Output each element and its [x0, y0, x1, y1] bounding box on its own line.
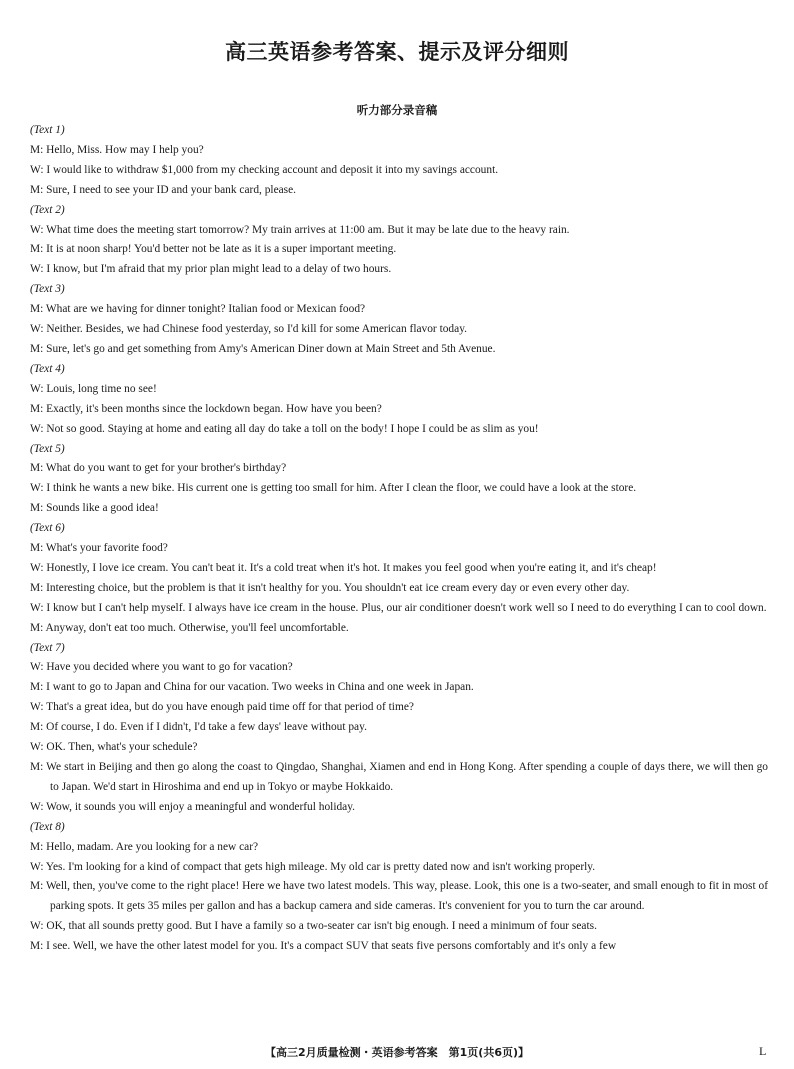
dialogue-line: W: Have you decided where you want to go for vacation?: [30, 661, 293, 674]
text-label: (Text 1): [30, 124, 65, 136]
dialogue-line: M: What do you want to get for your brother's birthday?: [30, 462, 287, 475]
text-label: (Text 6): [30, 522, 65, 535]
section-subtitle: 听力部分录音稿: [356, 103, 438, 117]
dialogue-line: W: Neither. Besides, we had Chinese food yesterday, so I'd kill for some American flavor today.: [30, 323, 467, 336]
dialogue-line: W: Louis, long time no see!: [30, 382, 157, 395]
dialogue-line: M: Sure, I need to see your ID and your bank card, please.: [30, 183, 297, 196]
dialogue-line: M: Of course, I do. Even if I didn't, I'd take a few days' leave without pay.: [30, 721, 367, 734]
dialogue-line: M: Hello, Miss. How may I help you?: [30, 143, 204, 156]
dialogue-line: M: What's your favorite food?: [30, 542, 168, 555]
dialogue-line: M: I want to go to Japan and China for our vacation. Two weeks in China and one week in Japan.: [30, 681, 474, 694]
dialogue-line: M: I see. Well, we have the other latest model for you. It's a compact SUV that seats five persons comfortably and it's only a few: [30, 940, 617, 953]
dialogue-line: M: Well, then, you've come to the right place! Here we have two latest models. This way, please. Look, this one is a two-seater, and small enough to fit in most of parking spots. It gets 35 miles per gallon and has a backup camera and side cameras. It's convenient for you to turn the car around.: [30, 880, 768, 913]
dialogue-line: W: That's a great idea, but do you have enough paid time off for that period of time?: [30, 701, 414, 714]
dialogue-line: M: Sure, let's go and get something from Amy's American Diner down at Main Street and 5th Avenue.: [30, 342, 496, 355]
dialogue-line: M: Exactly, it's been months since the lockdown began. How have you been?: [30, 402, 382, 415]
dialogue-line: M: Anyway, don't eat too much. Otherwise, you'll feel uncomfortable.: [30, 621, 349, 634]
dialogue-line: W: Honestly, I love ice cream. You can't beat it. It's a cold treat when it's hot. It makes you feel good when you're eating it, and it's cheap!: [30, 561, 657, 574]
dialogue-line: M: It is at noon sharp! You'd better not be late as it is a super important meeting.: [30, 243, 397, 256]
dialogue-line: M: Hello, madam. Are you looking for a new car?: [30, 840, 259, 853]
dialogue-line: M: Interesting choice, but the problem is that it isn't healthy for you. You shouldn't eat ice cream every day or even every other day.: [30, 581, 630, 594]
transcript-body: [30, 121, 768, 957]
dialogue-line: W: I would like to withdraw $1,000 from my checking account and deposit it into my savings account.: [30, 163, 499, 176]
dialogue-line: W: What time does the meeting start tomorrow? My train arrives at 11:00 am. But it may be late due to the heavy rain.: [30, 223, 570, 236]
text-label: (Text 7): [30, 641, 65, 654]
text-label: (Text 2): [30, 203, 65, 216]
dialogue-line: W: OK. Then, what's your schedule?: [30, 741, 198, 754]
text-label: (Text 3): [30, 283, 65, 296]
dialogue-line: M: Sounds like a good idea!: [30, 502, 159, 515]
dialogue-line: W: I know, but I'm afraid that my prior plan might lead to a delay of two hours.: [30, 263, 392, 276]
page-title: 高三英语参考答案、提示及评分细则: [225, 40, 569, 64]
dialogue-line: W: Not so good. Staying at home and eating all day do take a toll on the body! I hope I could be as slim as you!: [30, 422, 539, 435]
dialogue-line: W: OK, that all sounds pretty good. But I have a family so a two-seater car isn't big enough. I need a minimum of four seats.: [30, 920, 597, 933]
text-label: (Text 5): [30, 442, 65, 455]
dialogue-line: W: I know but I can't help myself. I always have ice cream in the house. Plus, our air conditioner doesn't work well so I need to do everything I can to cool down.: [30, 601, 767, 614]
page-footer: 【高三2月质量检测・英语参考答案 第1页(共6页)】: [264, 1046, 529, 1059]
dialogue-line: W: I think he wants a new bike. His current one is getting too small for him. After I clean the floor, we could have a look at the store.: [30, 482, 637, 495]
text-label: (Text 8): [30, 820, 65, 833]
dialogue-line: W: Yes. I'm looking for a kind of compact that gets high mileage. My old car is pretty dated now and isn't working properly.: [30, 860, 596, 873]
dialogue-line: W: Wow, it sounds you will enjoy a meaningful and wonderful holiday.: [30, 800, 356, 813]
dialogue-line: M: What are we having for dinner tonight? Italian food or Mexican food?: [30, 303, 366, 316]
text-label: (Text 4): [30, 362, 65, 375]
footer-mark: L: [759, 1044, 767, 1058]
dialogue-line: M: We start in Beijing and then go along the coast to Qingdao, Shanghai, Xiamen and end in Hong Kong. After spending a couple of days there, we will then go to Japan. We'd start in Hiroshima and end up in Tokyo or maybe Hokkaido.: [30, 761, 768, 793]
